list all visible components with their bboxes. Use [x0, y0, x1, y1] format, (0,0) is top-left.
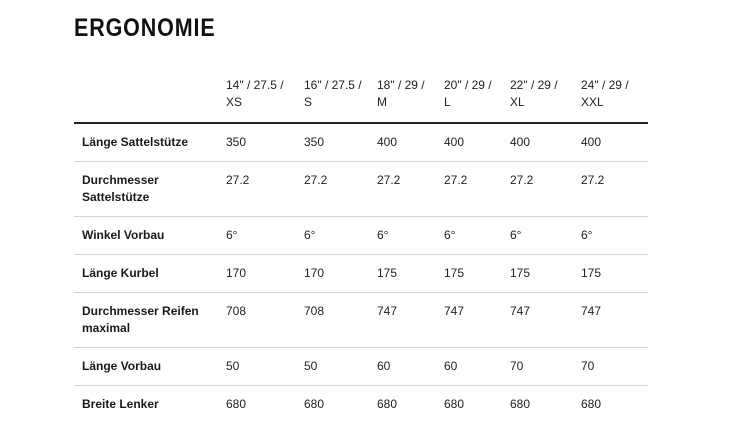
- table-row: [74, 162, 648, 217]
- ergonomics-table: [74, 68, 648, 423]
- table-cell: 747: [505, 293, 576, 348]
- row-label: Durchmesser Sattelstütze: [74, 162, 221, 217]
- size-header-text: 24" / 29 /: [581, 78, 629, 92]
- table-cell: 680: [581, 397, 602, 411]
- table-cell: 6°: [505, 217, 576, 255]
- table-cell: 175: [576, 255, 648, 293]
- table-cell: 27.2: [221, 162, 299, 217]
- table-cell: 27.2: [372, 162, 439, 217]
- table-cell: 175: [505, 255, 576, 293]
- size-header-label: L: [444, 95, 451, 109]
- size-header-m: [372, 68, 439, 123]
- row-label: Breite Lenker: [82, 397, 159, 411]
- table-cell: 27.2: [505, 162, 576, 217]
- table-cell: 6°: [372, 217, 439, 255]
- table-cell: 6°: [576, 217, 648, 255]
- table-cell: 708: [221, 293, 299, 348]
- row-label: Länge Vorbau: [74, 348, 221, 386]
- table-row: [74, 123, 648, 162]
- size-header-s: [299, 68, 372, 123]
- table-cell: 170: [299, 255, 372, 293]
- table-cell: 50: [221, 348, 299, 386]
- table-cell: 27.2: [299, 162, 372, 217]
- size-header-label: M: [377, 95, 387, 109]
- table-cell: 680: [304, 397, 325, 411]
- table-row: [74, 217, 648, 255]
- table-cell: 400: [372, 123, 439, 162]
- table-cell: 400: [576, 123, 648, 162]
- table-cell: 400: [505, 123, 576, 162]
- table-row: [74, 386, 648, 424]
- size-header-xxl: [576, 68, 648, 123]
- table-cell: 747: [439, 293, 505, 348]
- table-cell: 60: [372, 348, 439, 386]
- table-row: [74, 255, 648, 293]
- size-header-row: [74, 68, 648, 123]
- table-cell: 680: [444, 397, 465, 411]
- table-cell: 50: [299, 348, 372, 386]
- size-header-label: XL: [510, 95, 525, 109]
- table-cell: 400: [439, 123, 505, 162]
- size-header-text: 14" / 27.5 /: [226, 78, 284, 92]
- size-header-text: 22" / 29 /: [510, 78, 558, 92]
- size-header-text: 18" / 29 /: [377, 78, 425, 92]
- table-cell: 60: [439, 348, 505, 386]
- size-header-xl: [505, 68, 576, 123]
- row-label: Länge Kurbel: [74, 255, 221, 293]
- table-cell: 350: [221, 123, 299, 162]
- table-cell: 680: [226, 397, 247, 411]
- table-cell: 170: [221, 255, 299, 293]
- table-cell: 747: [372, 293, 439, 348]
- size-header-text: 16" / 27.5 /: [304, 78, 362, 92]
- table-cell: 175: [372, 255, 439, 293]
- section-title: ERGONOMIE: [74, 14, 216, 42]
- size-header-text: 20" / 29 /: [444, 78, 492, 92]
- header-empty-cell: [74, 68, 221, 123]
- table-cell: 350: [299, 123, 372, 162]
- size-header-l: [439, 68, 505, 123]
- row-label: Winkel Vorbau: [74, 217, 221, 255]
- size-header-label: XS: [226, 95, 243, 109]
- table-cell: 70: [505, 348, 576, 386]
- table-cell: 6°: [299, 217, 372, 255]
- table-cell: 27.2: [576, 162, 648, 217]
- table-cell: 175: [439, 255, 505, 293]
- row-label: Durchmesser Reifen maximal: [74, 293, 221, 348]
- table-cell: 680: [377, 397, 398, 411]
- table-cell: 747: [576, 293, 648, 348]
- size-header-label: XXL: [581, 95, 604, 109]
- table-cell: 70: [576, 348, 648, 386]
- table-cell: 680: [510, 397, 531, 411]
- table-row: [74, 348, 648, 386]
- table-cell: 6°: [439, 217, 505, 255]
- table-cell: 6°: [221, 217, 299, 255]
- size-header-label: S: [304, 95, 313, 109]
- size-header-xs: [221, 68, 299, 123]
- table-row: [74, 293, 648, 348]
- table-cell: 27.2: [439, 162, 505, 217]
- row-label: Länge Sattelstütze: [74, 123, 221, 162]
- table-cell: 708: [299, 293, 372, 348]
